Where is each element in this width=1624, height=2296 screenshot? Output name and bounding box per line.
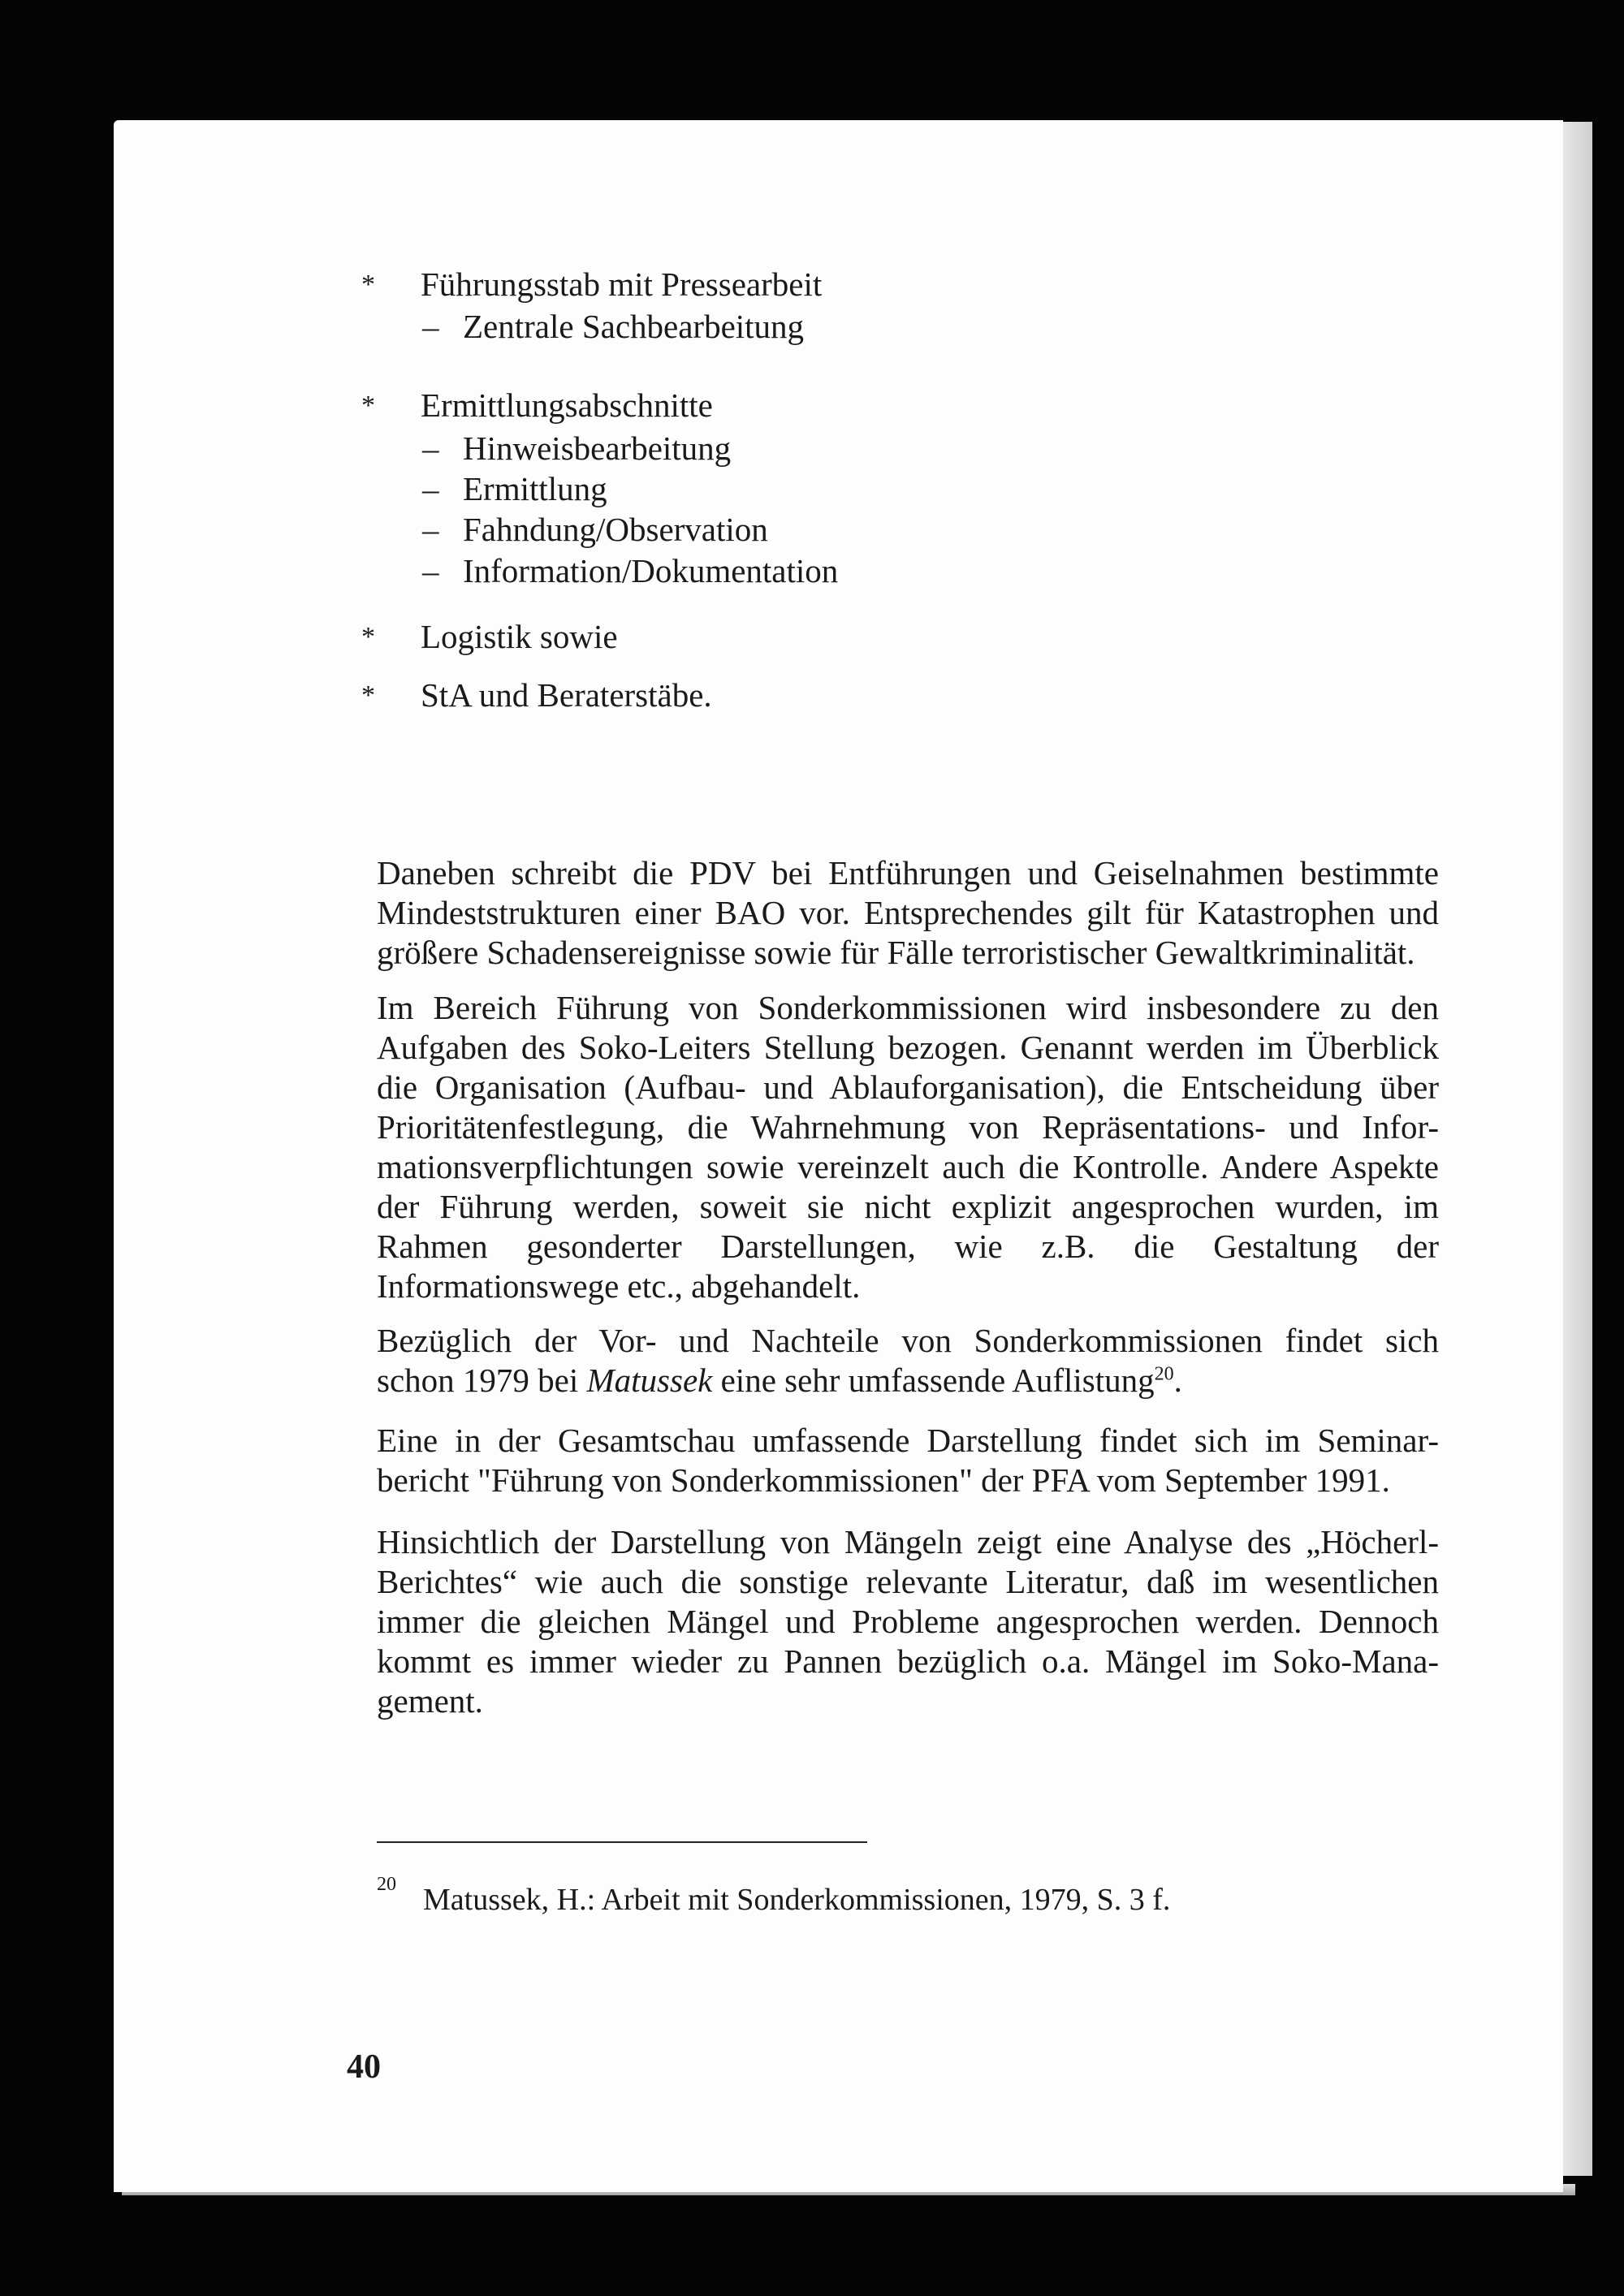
footnote-text: Matussek, H.: Arbeit mit Sonderkommissionen, 1979, S. 3 f.: [423, 1883, 1171, 1917]
asterisk-bullet-icon: *: [361, 680, 375, 710]
text-line: Im Bereich Führung von Sonderkommissionen wird insbesondere zu den: [377, 989, 1439, 1026]
dash-bullet-icon: –: [422, 429, 439, 467]
text-segment: schon 1979 bei: [377, 1362, 587, 1399]
text-line: mationsverpflichtungen sowie vereinzelt auch die Kontrolle. Andere Aspekte: [377, 1148, 1439, 1185]
footnote-reference: 20: [1154, 1363, 1174, 1385]
list-item-text: Ermittlungsabschnitte: [421, 386, 713, 424]
footnote-number: 20: [377, 1874, 396, 1895]
text-line: gement.: [377, 1682, 483, 1720]
dash-bullet-icon: –: [422, 470, 439, 507]
page-number: 40: [347, 2048, 381, 2086]
list-item-text: Information/Dokumentation: [463, 552, 839, 589]
text-line: immer die gleichen Mängel und Probleme angesprochen werden. Dennoch: [377, 1603, 1439, 1640]
list-item-text: Fahndung/Observation: [463, 511, 768, 548]
italic-name: Matussek: [586, 1362, 713, 1399]
text-line: Eine in der Gesamtschau umfassende Darstellung findet sich im Seminar-: [377, 1422, 1439, 1459]
list-item-text: Ermittlung: [463, 470, 607, 507]
list-item-text: StA und Beraterstäbe.: [421, 676, 712, 714]
text-line: Hinsichtlich der Darstellung von Mängeln zeigt eine Analyse des „Höcherl-: [377, 1523, 1439, 1560]
dash-bullet-icon: –: [422, 552, 439, 589]
paragraph: [377, 1421, 1439, 1500]
dash-bullet-icon: –: [422, 308, 439, 345]
dash-bullet-icon: –: [422, 511, 439, 548]
text-line: [377, 1361, 1439, 1400]
asterisk-bullet-icon: *: [361, 622, 375, 652]
text-line: die Organisation (Aufbau- und Ablauforganisation), die Entscheidung über: [377, 1068, 1439, 1106]
text-line: Berichtes“ wie auch die sonstige relevante Literatur, daß im wesentlichen: [377, 1563, 1439, 1600]
text-line: kommt es immer wieder zu Pannen bezüglich o.a. Mängel im Soko-Mana-: [377, 1642, 1439, 1680]
asterisk-bullet-icon: *: [361, 270, 375, 300]
text-line: größere Schadensereignisse sowie für Fälle terroristischer Gewaltkriminalität.: [377, 934, 1415, 971]
paragraph: [377, 1321, 1439, 1400]
list-item-text: Logistik sowie: [421, 618, 618, 655]
text-line: Informationswege etc., abgehandelt.: [377, 1267, 861, 1305]
paragraph: [377, 988, 1439, 1306]
text-segment: eine sehr umfassende Auflistung: [712, 1362, 1155, 1399]
text-line: Daneben schreibt die PDV bei Entführungen und Geiselnahmen bestimmte: [377, 854, 1439, 891]
paragraph: [377, 1522, 1439, 1721]
footnote-rule: [377, 1841, 867, 1843]
list-item-text: Hinweisbearbeitung: [463, 429, 732, 467]
text-line: der Führung werden, soweit sie nicht explizit angesprochen wurden, im: [377, 1188, 1439, 1225]
text-line: Rahmen gesonderter Darstellungen, wie z.B. die Gestaltung der: [377, 1228, 1439, 1265]
asterisk-bullet-icon: *: [361, 391, 375, 421]
text-line: Mindeststrukturen einer BAO vor. Entsprechendes gilt für Katastrophen und: [377, 894, 1439, 931]
paragraph: [377, 853, 1439, 973]
page-edge: [1563, 122, 1592, 2176]
text-line: bericht "Führung von Sonderkommissionen" der PFA vom September 1991.: [377, 1461, 1390, 1499]
text-line: Aufgaben des Soko-Leiters Stellung bezogen. Genannt werden im Überblick: [377, 1029, 1439, 1066]
text-line: Bezüglich der Vor- und Nachteile von Sonderkommissionen findet sich: [377, 1322, 1439, 1359]
text-segment: .: [1173, 1362, 1182, 1399]
list-item-text: Zentrale Sachbearbeitung: [463, 308, 805, 345]
list-item-text: Führungsstab mit Pressearbeit: [421, 265, 823, 303]
text-line: Prioritätenfestlegung, die Wahrnehmung von Repräsentations- und Infor-: [377, 1108, 1439, 1146]
